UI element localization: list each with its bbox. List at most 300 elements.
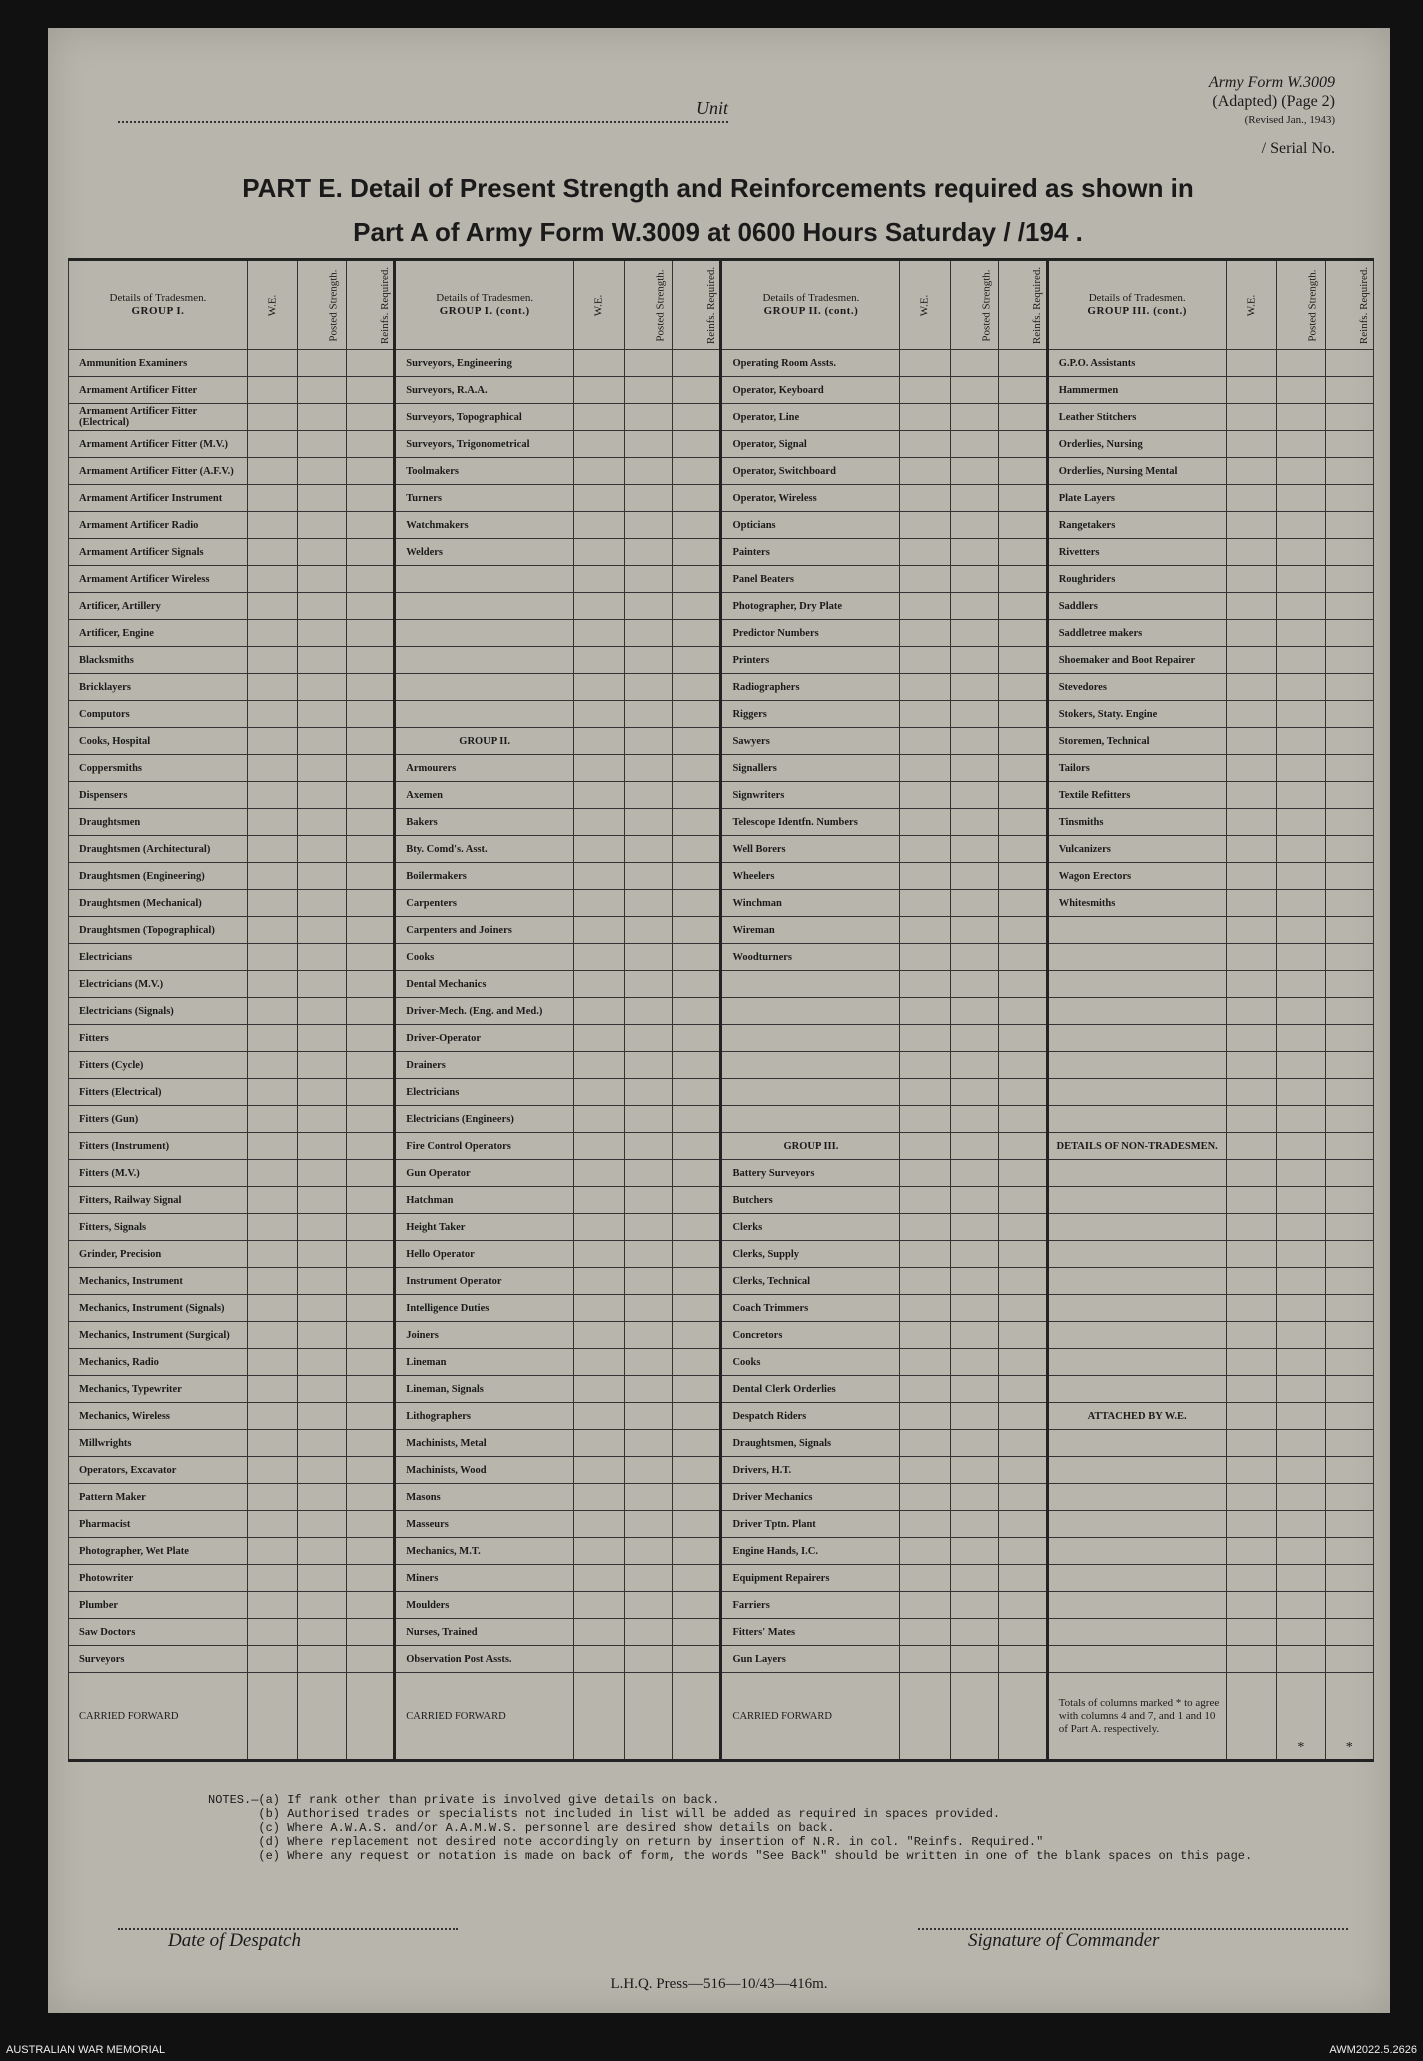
- posted-strength-cell[interactable]: [298, 647, 346, 674]
- reinfs-required-cell[interactable]: [999, 1511, 1047, 1538]
- we-cell[interactable]: [1226, 1511, 1277, 1538]
- we-cell[interactable]: [247, 1052, 298, 1079]
- reinfs-required-cell[interactable]: [1325, 404, 1373, 431]
- posted-strength-cell[interactable]: [298, 1592, 346, 1619]
- reinfs-required-cell[interactable]: [999, 431, 1047, 458]
- reinfs-required-cell[interactable]: [999, 1619, 1047, 1646]
- posted-strength-cell[interactable]: [1277, 458, 1325, 485]
- we-cell[interactable]: [1226, 1457, 1277, 1484]
- we-cell[interactable]: [900, 1619, 951, 1646]
- we-cell[interactable]: [574, 593, 625, 620]
- posted-strength-cell[interactable]: [950, 539, 998, 566]
- we-cell[interactable]: [900, 1376, 951, 1403]
- reinfs-required-cell[interactable]: [999, 1052, 1047, 1079]
- we-cell[interactable]: [900, 1052, 951, 1079]
- reinfs-required-cell[interactable]: [999, 1133, 1047, 1160]
- we-cell[interactable]: [1226, 1295, 1277, 1322]
- posted-strength-cell[interactable]: [950, 431, 998, 458]
- we-cell[interactable]: [574, 647, 625, 674]
- reinfs-required-cell[interactable]: [673, 755, 721, 782]
- we-cell[interactable]: [247, 458, 298, 485]
- posted-strength-cell[interactable]: [298, 1079, 346, 1106]
- we-cell[interactable]: [1226, 1241, 1277, 1268]
- posted-strength-cell[interactable]: [950, 1646, 998, 1673]
- posted-strength-cell[interactable]: [624, 890, 672, 917]
- posted-strength-cell[interactable]: [950, 1160, 998, 1187]
- posted-strength-cell[interactable]: [1277, 728, 1325, 755]
- posted-strength-cell[interactable]: [1277, 755, 1325, 782]
- we-cell[interactable]: [247, 755, 298, 782]
- posted-strength-cell[interactable]: [1277, 1646, 1325, 1673]
- reinfs-required-cell[interactable]: [999, 1241, 1047, 1268]
- posted-strength-cell[interactable]: [298, 917, 346, 944]
- reinfs-required-cell[interactable]: [673, 809, 721, 836]
- we-cell[interactable]: [900, 1430, 951, 1457]
- we-cell[interactable]: [900, 404, 951, 431]
- posted-strength-cell[interactable]: [1277, 1106, 1325, 1133]
- reinfs-required-cell[interactable]: [673, 485, 721, 512]
- posted-strength-cell[interactable]: [950, 1592, 998, 1619]
- posted-strength-cell[interactable]: [950, 863, 998, 890]
- carried-forward-value-cell[interactable]: [673, 1673, 721, 1761]
- posted-strength-cell[interactable]: [1277, 1457, 1325, 1484]
- we-cell[interactable]: [247, 1187, 298, 1214]
- posted-strength-cell[interactable]: [624, 728, 672, 755]
- we-cell[interactable]: [574, 1052, 625, 1079]
- we-cell[interactable]: [1226, 620, 1277, 647]
- reinfs-required-cell[interactable]: [346, 917, 394, 944]
- we-cell[interactable]: [900, 1160, 951, 1187]
- we-cell[interactable]: [1226, 971, 1277, 998]
- posted-strength-cell[interactable]: [624, 1430, 672, 1457]
- posted-strength-cell[interactable]: [624, 566, 672, 593]
- we-cell[interactable]: [574, 998, 625, 1025]
- we-cell[interactable]: [247, 1241, 298, 1268]
- reinfs-required-cell[interactable]: [346, 1133, 394, 1160]
- we-cell[interactable]: [574, 1106, 625, 1133]
- reinfs-required-cell[interactable]: [1325, 377, 1373, 404]
- posted-strength-cell[interactable]: [298, 1133, 346, 1160]
- we-cell[interactable]: [247, 431, 298, 458]
- we-cell[interactable]: [247, 863, 298, 890]
- posted-strength-cell[interactable]: [298, 1484, 346, 1511]
- we-cell[interactable]: [574, 566, 625, 593]
- we-cell[interactable]: [574, 1565, 625, 1592]
- reinfs-required-cell[interactable]: [999, 512, 1047, 539]
- we-cell[interactable]: [900, 1349, 951, 1376]
- we-cell[interactable]: [1226, 944, 1277, 971]
- posted-strength-cell[interactable]: [298, 620, 346, 647]
- posted-strength-cell[interactable]: [1277, 809, 1325, 836]
- we-cell[interactable]: [900, 1187, 951, 1214]
- posted-strength-cell[interactable]: [950, 1295, 998, 1322]
- posted-strength-cell[interactable]: [624, 944, 672, 971]
- posted-strength-cell[interactable]: [1277, 377, 1325, 404]
- reinfs-required-cell[interactable]: [346, 971, 394, 998]
- unit-field[interactable]: Unit: [118, 98, 728, 123]
- we-cell[interactable]: [574, 1376, 625, 1403]
- reinfs-required-cell[interactable]: [999, 350, 1047, 377]
- we-cell[interactable]: [900, 782, 951, 809]
- we-cell[interactable]: [1226, 1592, 1277, 1619]
- posted-strength-cell[interactable]: [950, 377, 998, 404]
- we-cell[interactable]: [900, 350, 951, 377]
- we-cell[interactable]: [574, 1295, 625, 1322]
- reinfs-required-cell[interactable]: [1325, 620, 1373, 647]
- we-cell[interactable]: [1226, 1646, 1277, 1673]
- reinfs-required-cell[interactable]: [673, 998, 721, 1025]
- posted-strength-cell[interactable]: [1277, 917, 1325, 944]
- posted-strength-cell[interactable]: [298, 593, 346, 620]
- we-cell[interactable]: [1226, 809, 1277, 836]
- we-cell[interactable]: [247, 1349, 298, 1376]
- reinfs-required-cell[interactable]: [673, 647, 721, 674]
- posted-strength-cell[interactable]: [950, 647, 998, 674]
- posted-strength-cell[interactable]: [624, 620, 672, 647]
- reinfs-required-cell[interactable]: [1325, 512, 1373, 539]
- reinfs-required-cell[interactable]: [346, 431, 394, 458]
- we-cell[interactable]: [247, 1457, 298, 1484]
- posted-strength-cell[interactable]: [298, 1052, 346, 1079]
- posted-strength-cell[interactable]: [624, 1106, 672, 1133]
- posted-strength-cell[interactable]: [1277, 647, 1325, 674]
- posted-strength-cell[interactable]: [298, 1430, 346, 1457]
- posted-strength-cell[interactable]: [624, 1160, 672, 1187]
- we-cell[interactable]: [247, 782, 298, 809]
- posted-strength-cell[interactable]: [950, 1565, 998, 1592]
- reinfs-required-cell[interactable]: [346, 1538, 394, 1565]
- reinfs-required-cell[interactable]: [999, 1538, 1047, 1565]
- reinfs-required-cell[interactable]: [999, 728, 1047, 755]
- reinfs-required-cell[interactable]: [999, 485, 1047, 512]
- we-cell[interactable]: [900, 593, 951, 620]
- reinfs-required-cell[interactable]: [673, 1214, 721, 1241]
- reinfs-required-cell[interactable]: [1325, 674, 1373, 701]
- posted-strength-cell[interactable]: [624, 1322, 672, 1349]
- reinfs-required-cell[interactable]: [1325, 1268, 1373, 1295]
- posted-strength-cell[interactable]: [298, 1268, 346, 1295]
- posted-strength-cell[interactable]: [624, 1376, 672, 1403]
- posted-strength-cell[interactable]: [624, 1025, 672, 1052]
- reinfs-required-cell[interactable]: [346, 728, 394, 755]
- posted-strength-cell[interactable]: [1277, 539, 1325, 566]
- reinfs-required-cell[interactable]: [673, 431, 721, 458]
- posted-strength-cell[interactable]: [950, 512, 998, 539]
- reinfs-required-cell[interactable]: [1325, 863, 1373, 890]
- posted-strength-cell[interactable]: [298, 809, 346, 836]
- we-cell[interactable]: [574, 782, 625, 809]
- posted-strength-cell[interactable]: [624, 458, 672, 485]
- we-cell[interactable]: [247, 1160, 298, 1187]
- reinfs-required-cell[interactable]: [999, 1160, 1047, 1187]
- reinfs-required-cell[interactable]: [346, 1457, 394, 1484]
- we-cell[interactable]: [900, 1592, 951, 1619]
- we-cell[interactable]: [247, 1079, 298, 1106]
- we-cell[interactable]: [247, 1565, 298, 1592]
- posted-strength-cell[interactable]: [950, 728, 998, 755]
- posted-strength-cell[interactable]: [624, 998, 672, 1025]
- posted-strength-cell[interactable]: [950, 1430, 998, 1457]
- we-cell[interactable]: [1226, 1214, 1277, 1241]
- reinfs-required-cell[interactable]: [1325, 431, 1373, 458]
- reinfs-required-cell[interactable]: [346, 647, 394, 674]
- reinfs-required-cell[interactable]: [673, 539, 721, 566]
- posted-strength-cell[interactable]: [950, 1322, 998, 1349]
- reinfs-required-cell[interactable]: [999, 458, 1047, 485]
- carried-forward-value-cell[interactable]: [298, 1673, 346, 1761]
- we-cell[interactable]: [900, 1241, 951, 1268]
- we-cell[interactable]: [1226, 404, 1277, 431]
- reinfs-required-cell[interactable]: [673, 944, 721, 971]
- posted-strength-cell[interactable]: [298, 1376, 346, 1403]
- carried-forward-value-cell[interactable]: [900, 1673, 951, 1761]
- reinfs-required-cell[interactable]: [999, 1484, 1047, 1511]
- posted-strength-cell[interactable]: [298, 1511, 346, 1538]
- we-cell[interactable]: [247, 674, 298, 701]
- we-cell[interactable]: [247, 1619, 298, 1646]
- reinfs-required-cell[interactable]: [346, 1268, 394, 1295]
- reinfs-required-cell[interactable]: [999, 944, 1047, 971]
- posted-strength-cell[interactable]: [624, 350, 672, 377]
- we-cell[interactable]: [900, 620, 951, 647]
- reinfs-required-cell[interactable]: [346, 1565, 394, 1592]
- reinfs-required-cell[interactable]: [346, 620, 394, 647]
- posted-strength-cell[interactable]: [624, 674, 672, 701]
- posted-strength-cell[interactable]: [1277, 1565, 1325, 1592]
- we-cell[interactable]: [247, 485, 298, 512]
- reinfs-required-cell[interactable]: [1325, 1430, 1373, 1457]
- we-cell[interactable]: [1226, 647, 1277, 674]
- posted-strength-cell[interactable]: [624, 404, 672, 431]
- we-cell[interactable]: [574, 1511, 625, 1538]
- posted-strength-cell[interactable]: [1277, 1403, 1325, 1430]
- reinfs-required-cell[interactable]: [346, 566, 394, 593]
- posted-strength-cell[interactable]: [624, 1592, 672, 1619]
- we-cell[interactable]: [1226, 1079, 1277, 1106]
- reinfs-required-cell[interactable]: [999, 1079, 1047, 1106]
- we-cell[interactable]: [1226, 1133, 1277, 1160]
- carried-forward-value-cell[interactable]: [247, 1673, 298, 1761]
- reinfs-required-cell[interactable]: [999, 701, 1047, 728]
- we-cell[interactable]: [900, 1106, 951, 1133]
- reinfs-required-cell[interactable]: [673, 1187, 721, 1214]
- posted-strength-cell[interactable]: [298, 1322, 346, 1349]
- we-cell[interactable]: [1226, 1403, 1277, 1430]
- posted-strength-cell[interactable]: [298, 512, 346, 539]
- posted-strength-cell[interactable]: [624, 1619, 672, 1646]
- posted-strength-cell[interactable]: [1277, 674, 1325, 701]
- we-cell[interactable]: [247, 647, 298, 674]
- we-cell[interactable]: [247, 512, 298, 539]
- posted-strength-cell[interactable]: [298, 1187, 346, 1214]
- posted-strength-cell[interactable]: [298, 458, 346, 485]
- posted-strength-cell[interactable]: [950, 1376, 998, 1403]
- we-cell[interactable]: [1226, 674, 1277, 701]
- reinfs-required-cell[interactable]: [999, 1295, 1047, 1322]
- reinfs-required-cell[interactable]: [999, 1322, 1047, 1349]
- we-cell[interactable]: [1226, 512, 1277, 539]
- we-cell[interactable]: [1226, 539, 1277, 566]
- posted-strength-cell[interactable]: [298, 431, 346, 458]
- posted-strength-cell[interactable]: [298, 863, 346, 890]
- reinfs-required-cell[interactable]: [999, 998, 1047, 1025]
- we-cell[interactable]: [900, 539, 951, 566]
- posted-strength-cell[interactable]: [624, 377, 672, 404]
- we-cell[interactable]: [900, 998, 951, 1025]
- reinfs-required-cell[interactable]: [673, 620, 721, 647]
- we-cell[interactable]: [1226, 1565, 1277, 1592]
- posted-strength-cell[interactable]: [950, 1133, 998, 1160]
- we-cell[interactable]: [1226, 1160, 1277, 1187]
- posted-strength-cell[interactable]: [950, 1349, 998, 1376]
- we-cell[interactable]: [574, 809, 625, 836]
- posted-strength-cell[interactable]: [624, 836, 672, 863]
- posted-strength-cell[interactable]: [950, 350, 998, 377]
- posted-strength-cell[interactable]: [624, 701, 672, 728]
- reinfs-required-cell[interactable]: [346, 1187, 394, 1214]
- reinfs-required-cell[interactable]: [673, 1592, 721, 1619]
- reinfs-required-cell[interactable]: [346, 458, 394, 485]
- reinfs-required-cell[interactable]: [999, 863, 1047, 890]
- we-cell[interactable]: [574, 1025, 625, 1052]
- reinfs-required-cell[interactable]: [1325, 1538, 1373, 1565]
- we-cell[interactable]: [900, 1214, 951, 1241]
- we-cell[interactable]: [900, 1295, 951, 1322]
- reinfs-required-cell[interactable]: [1325, 1565, 1373, 1592]
- we-cell[interactable]: [1226, 1484, 1277, 1511]
- we-cell[interactable]: [900, 1484, 951, 1511]
- we-cell[interactable]: [574, 1268, 625, 1295]
- reinfs-required-cell[interactable]: [673, 404, 721, 431]
- reinfs-required-cell[interactable]: [999, 782, 1047, 809]
- posted-strength-cell[interactable]: [1277, 1295, 1325, 1322]
- we-cell[interactable]: [247, 1214, 298, 1241]
- reinfs-required-cell[interactable]: [999, 1106, 1047, 1133]
- reinfs-required-cell[interactable]: [1325, 350, 1373, 377]
- posted-strength-cell[interactable]: [950, 971, 998, 998]
- reinfs-required-cell[interactable]: [1325, 701, 1373, 728]
- reinfs-required-cell[interactable]: [346, 809, 394, 836]
- posted-strength-cell[interactable]: [950, 1025, 998, 1052]
- we-cell[interactable]: [574, 1241, 625, 1268]
- posted-strength-cell[interactable]: [1277, 1511, 1325, 1538]
- reinfs-required-cell[interactable]: [673, 1565, 721, 1592]
- reinfs-required-cell[interactable]: [673, 1484, 721, 1511]
- reinfs-required-cell[interactable]: [999, 566, 1047, 593]
- reinfs-required-cell[interactable]: [1325, 998, 1373, 1025]
- posted-strength-cell[interactable]: [1277, 863, 1325, 890]
- posted-strength-cell[interactable]: [624, 485, 672, 512]
- posted-strength-cell[interactable]: [1277, 971, 1325, 998]
- posted-strength-cell[interactable]: [298, 404, 346, 431]
- we-cell[interactable]: [574, 1646, 625, 1673]
- reinfs-required-cell[interactable]: [346, 998, 394, 1025]
- reinfs-required-cell[interactable]: [673, 458, 721, 485]
- reinfs-required-cell[interactable]: [346, 1349, 394, 1376]
- posted-strength-cell[interactable]: [1277, 431, 1325, 458]
- posted-strength-cell[interactable]: [950, 1268, 998, 1295]
- reinfs-required-cell[interactable]: [1325, 1592, 1373, 1619]
- posted-strength-cell[interactable]: [298, 350, 346, 377]
- we-cell[interactable]: [574, 1160, 625, 1187]
- we-cell[interactable]: [574, 1538, 625, 1565]
- posted-strength-cell[interactable]: [624, 1349, 672, 1376]
- posted-strength-cell[interactable]: [298, 485, 346, 512]
- we-cell[interactable]: [900, 458, 951, 485]
- posted-strength-cell[interactable]: [1277, 1484, 1325, 1511]
- reinfs-required-cell[interactable]: [1325, 728, 1373, 755]
- we-cell[interactable]: [900, 1268, 951, 1295]
- posted-strength-cell[interactable]: [1277, 1349, 1325, 1376]
- posted-strength-cell[interactable]: [950, 593, 998, 620]
- we-cell[interactable]: [247, 998, 298, 1025]
- posted-strength-cell[interactable]: [298, 1349, 346, 1376]
- reinfs-required-cell[interactable]: [346, 1079, 394, 1106]
- reinfs-required-cell[interactable]: [1325, 944, 1373, 971]
- posted-strength-cell[interactable]: [950, 458, 998, 485]
- posted-strength-cell[interactable]: [298, 1106, 346, 1133]
- reinfs-required-cell[interactable]: [673, 1052, 721, 1079]
- reinfs-required-cell[interactable]: [346, 890, 394, 917]
- posted-strength-cell[interactable]: [950, 404, 998, 431]
- posted-strength-cell[interactable]: [624, 1646, 672, 1673]
- reinfs-required-cell[interactable]: [1325, 1619, 1373, 1646]
- posted-strength-cell[interactable]: [298, 377, 346, 404]
- reinfs-required-cell[interactable]: [1325, 755, 1373, 782]
- reinfs-required-cell[interactable]: [346, 1646, 394, 1673]
- reinfs-required-cell[interactable]: [673, 1403, 721, 1430]
- reinfs-required-cell[interactable]: [346, 1025, 394, 1052]
- reinfs-required-cell[interactable]: [1325, 566, 1373, 593]
- we-cell[interactable]: [900, 431, 951, 458]
- posted-strength-cell[interactable]: [1277, 485, 1325, 512]
- reinfs-required-cell[interactable]: [346, 1619, 394, 1646]
- we-cell[interactable]: [574, 620, 625, 647]
- reinfs-required-cell[interactable]: [346, 1430, 394, 1457]
- we-cell[interactable]: [1226, 1106, 1277, 1133]
- reinfs-required-cell[interactable]: [1325, 917, 1373, 944]
- posted-strength-cell[interactable]: [1277, 998, 1325, 1025]
- reinfs-required-cell[interactable]: [999, 1349, 1047, 1376]
- we-cell[interactable]: [900, 674, 951, 701]
- reinfs-required-cell[interactable]: [673, 1133, 721, 1160]
- we-cell[interactable]: [900, 1565, 951, 1592]
- we-cell[interactable]: [247, 593, 298, 620]
- we-cell[interactable]: [247, 917, 298, 944]
- posted-strength-cell[interactable]: [298, 755, 346, 782]
- posted-strength-cell[interactable]: [950, 1403, 998, 1430]
- we-cell[interactable]: [247, 1484, 298, 1511]
- reinfs-required-cell[interactable]: [999, 1565, 1047, 1592]
- reinfs-required-cell[interactable]: [673, 917, 721, 944]
- we-cell[interactable]: [574, 1214, 625, 1241]
- reinfs-required-cell[interactable]: [673, 782, 721, 809]
- we-cell[interactable]: [574, 917, 625, 944]
- we-cell[interactable]: [1226, 1376, 1277, 1403]
- serial-number-field[interactable]: / Serial No.: [1261, 140, 1335, 157]
- we-cell[interactable]: [247, 836, 298, 863]
- posted-strength-cell[interactable]: [624, 1079, 672, 1106]
- posted-strength-cell[interactable]: [950, 782, 998, 809]
- we-cell[interactable]: [1226, 566, 1277, 593]
- posted-strength-cell[interactable]: [950, 1538, 998, 1565]
- we-cell[interactable]: [900, 728, 951, 755]
- posted-strength-cell[interactable]: [950, 701, 998, 728]
- reinfs-required-cell[interactable]: [346, 836, 394, 863]
- we-cell[interactable]: [900, 1511, 951, 1538]
- posted-strength-cell[interactable]: [1277, 1430, 1325, 1457]
- posted-strength-cell[interactable]: [950, 1511, 998, 1538]
